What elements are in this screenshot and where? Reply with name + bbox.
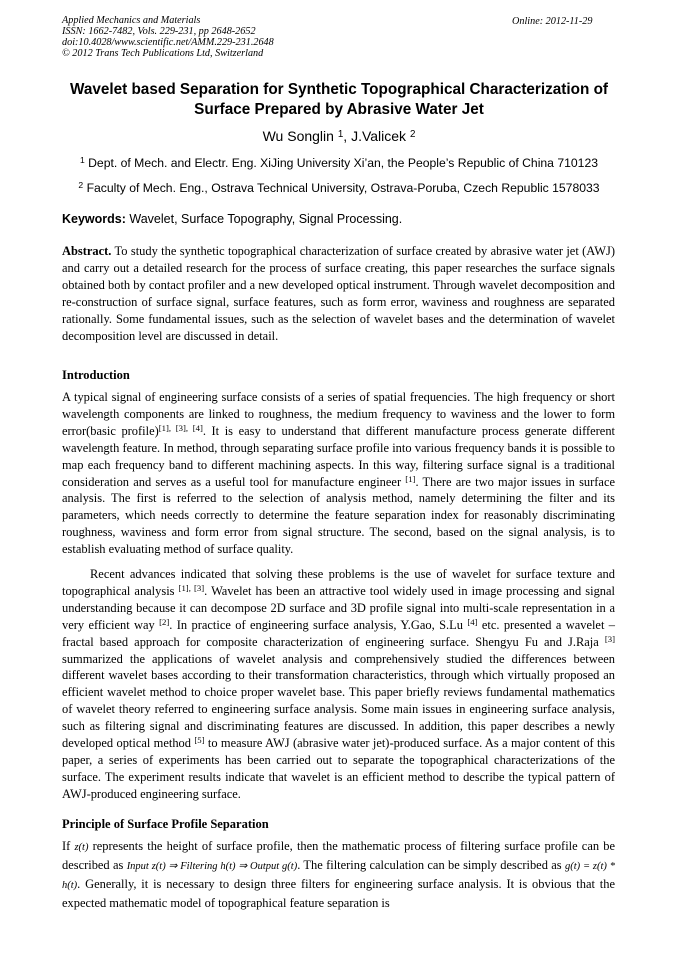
keywords-label: Keywords:: [62, 212, 126, 226]
citation: [2]: [159, 616, 170, 627]
keywords: [62, 212, 402, 226]
affiliation-text: Dept. of Mech. and Electr. Eng. XiJing University Xi’an, the People’s Republic of China 710123: [88, 156, 599, 170]
online-date: Online: 2012-11-29: [512, 16, 593, 27]
citation: [1]: [405, 473, 416, 484]
affiliation-mark: 1: [79, 155, 85, 166]
principle-text: represents the height of surface profile, then the mathematic process of filtering surface profile can be described as: [62, 839, 615, 872]
intro-paragraph-2: [62, 566, 615, 803]
journal-name: Applied Mechanics and Materials: [62, 15, 201, 26]
citation: [1], [3]: [178, 583, 205, 593]
abstract: [62, 243, 615, 344]
intro-text: to measure AWJ (abrasive water jet)-produced surface. As a major content of this paper, a series of experiments has been carried out to separate the topographical characterizations of the surface. The experiment results indicate that wavelet is an efficient method to describe the typical pattern of AWJ-produced engineering surface.: [62, 736, 616, 801]
introduction-heading: Introduction: [62, 368, 130, 382]
doi-line: doi:10.4028/www.scientific.net/AMM.229-231.2648: [62, 37, 274, 48]
intro-text: . Wavelet has been an attractive tool widely used in image processing and signal understanding because it can decompose 2D surface and 3D profile signal into multi-scale representation in a very efficient way: [62, 583, 615, 632]
intro-text: etc. presented a wavelet –fractal based approach for composite characterization of engineering surface. Shengyu Fu and J.Raja: [62, 617, 615, 649]
affiliation-2: [40, 180, 638, 196]
math-expression: g(t) = z(t) * h(t): [62, 860, 615, 891]
math-expression: z(t): [74, 842, 89, 853]
keywords-text: Wavelet, Surface Topography, Signal Processing.: [129, 212, 403, 226]
affiliation-mark: 2: [78, 180, 84, 191]
citation: [1], [3], [4]: [158, 422, 203, 433]
math-expression: Input z(t) ⇒ Filtering h(t) ⇒ Output g(t): [126, 860, 298, 872]
intro-text: A typical signal of engineering surface consists of a series of spatial frequencies. The high frequency or short wavelength components are linked to roughness, the medium frequency to waviness and the lower to form error(basic profile): [62, 390, 615, 438]
principle-text: . Generally, it is necessary to design three filters for engineering surface analysis. It is obvious that the expected mathematic model of topographical feature separation is: [62, 876, 615, 910]
citation: [5]: [194, 735, 205, 746]
abstract-text: To study the synthetic topographical characterization of surface created by abrasive water jet (AWJ) and carry out a detailed research for the process of surface creating, this paper researches the surface signals obtained both by contact profiler and a new developed optical instrument. Through wavelet decomposition and re-construction of surface signal, surface features, such as form error, waviness and roughness are separated rationally. Some fundamental issues, such as the selection of wavelet bases and the determination of wavelet decomposition level are discussed in detail.: [62, 244, 615, 343]
principle-heading: Principle of Surface Profile Separation: [62, 817, 269, 831]
author-mark: 1: [337, 128, 344, 140]
abstract-label: Abstract.: [62, 244, 112, 258]
intro-text: . There are two major issues in surface analysis. The first is referred to the selection of analysis method, namely determining the filter and its parameters, which needs correctly to determine the feature separation index for reasonably discriminating roughness, waviness and form error from signal structure. The second, based on the signal analysis, is to establish evaluating method of surface quality.: [62, 474, 615, 557]
affiliation-1: [40, 155, 638, 171]
author-mark: 2: [409, 128, 416, 140]
citation: [4]: [467, 616, 478, 627]
intro-text: . It is easy to understand that different manufacture process generate different wavelength feature. In method, through separating surface profile into various frequency bands it is possible to map each frequency band to different machining aspects. In this way, filtering surface signal is a traditional consideration and serves as a useful tool for manufacture engineer: [62, 423, 615, 489]
intro-paragraph-1: [62, 389, 615, 558]
copyright-line: © 2012 Trans Tech Publications Ltd, Switzerland: [62, 48, 264, 59]
author-name: J.Valicek: [351, 128, 407, 144]
principle-text: If: [62, 839, 75, 853]
principle-paragraph: [62, 838, 615, 912]
principle-text: . The filtering calculation can be simply described as: [297, 857, 565, 872]
affiliation-text: Faculty of Mech. Eng., Ostrava Technical University, Ostrava-Poruba, Czech Republic 1578033: [86, 181, 600, 195]
intro-text: summarized the applications of wavelet analysis and comprehensively studied the differences between different wavelet bases according to their transformation characteristics, through which virtually proposed an efficient wavelet method to choice proper wavelet base. This paper briefly reviews fundamental mathematics of wavelet theory referred to engineering surface analysis. Some main issues in engineering surface analysis, such as filtering signal and discriminating features are discussed. In addition, this paper describes a newly developed optical method: [62, 651, 615, 751]
intro-text: . In practice of engineering surface analysis, Y.Gao, S.Lu: [169, 617, 468, 632]
author-name: Wu Songlin: [262, 128, 334, 144]
intro-text: Recent advances indicated that solving these problems is the use of wavelet for surface texture and topographical analysis: [62, 567, 615, 598]
issn-line: ISSN: 1662-7482, Vols. 229-231, pp 2648-2652: [62, 26, 256, 37]
paper-title: Wavelet based Separation for Synthetic Topographical Characterization of Surface Prepared by Abrasive Water Jet: [69, 81, 609, 118]
citation: [3]: [604, 633, 615, 644]
author-line: Wu Songlin $^1$, J.Valicek $^2$: [262, 128, 416, 144]
